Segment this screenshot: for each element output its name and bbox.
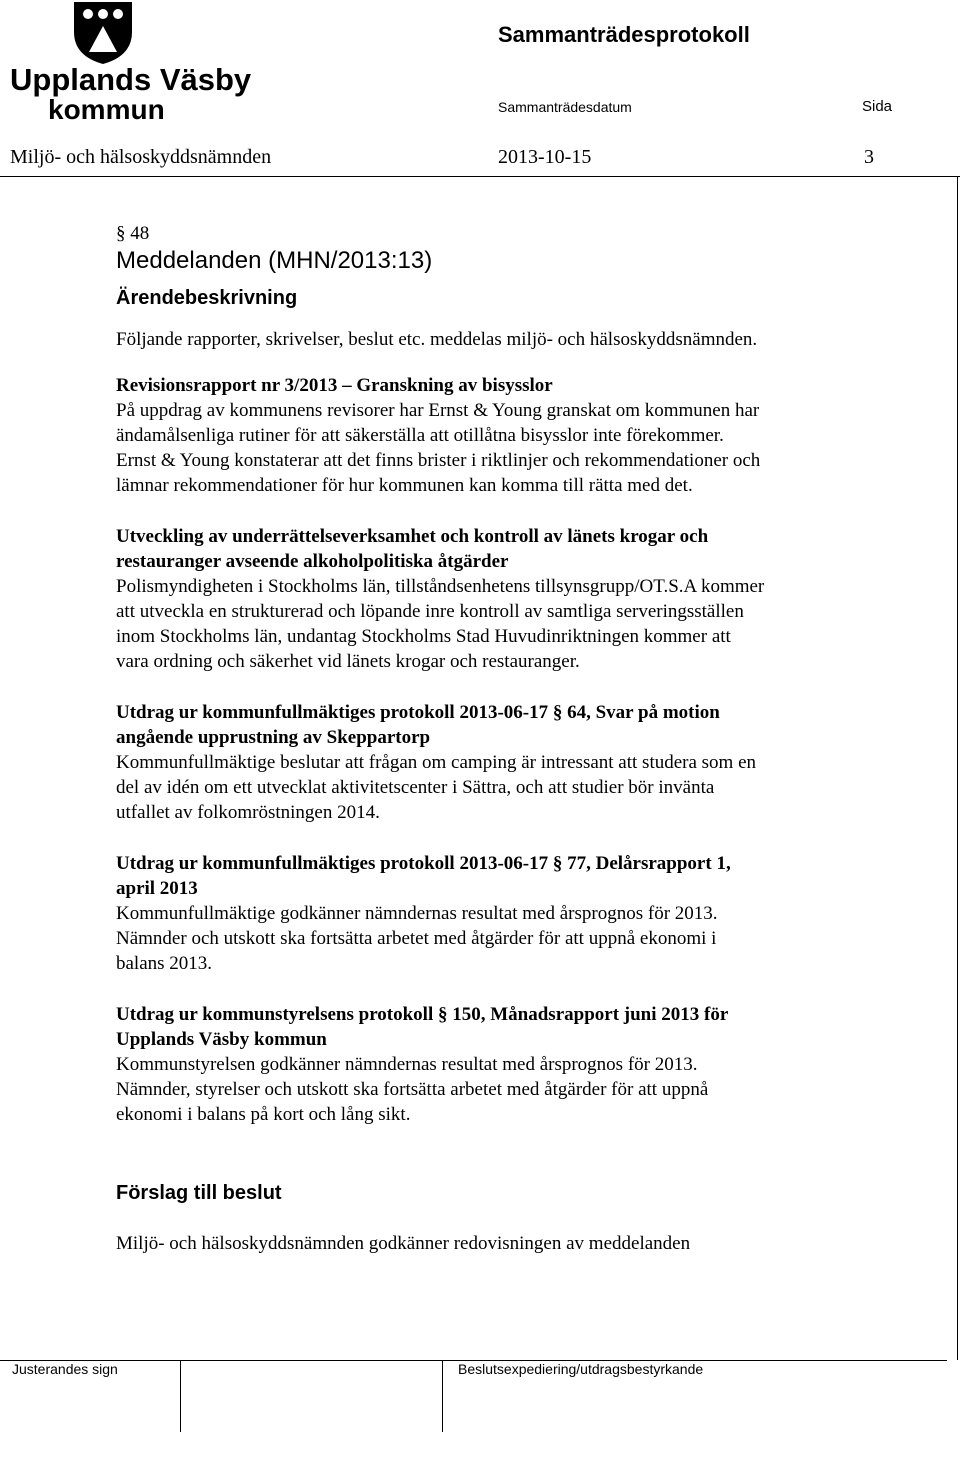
footer-column-divider: [442, 1360, 443, 1432]
document-type: Sammanträdesprotokoll: [498, 22, 750, 47]
signature-label: Justerandes sign: [12, 1361, 118, 1377]
item-heading: Utveckling av underrättelseverksamhet och kontroll av länets krogar och restauranger avseende alkoholpolitiska åtgärder: [116, 526, 709, 572]
municipality-logo: [8, 2, 252, 125]
section-title: Meddelanden (MHN/2013:13): [116, 247, 433, 274]
item-body: Kommunfullmäktige godkänner nämndernas resultat med årsprognos för 2013. Nämnder och utskott ska fortsätta arbetet med åtgärder för att uppnå ekonomi i balans 2013.: [116, 903, 718, 974]
meeting-date: 2013-10-15: [498, 146, 592, 168]
item-revisionsrapport: [116, 373, 856, 498]
logo-line-2: kommun: [48, 94, 165, 125]
item-body: Polismyndigheten i Stockholms län, tillståndsenhetens tillsynsgrupp/OT.S.A kommer att utveckla en strukturerad och löpande inre kontroll av samtliga serveringsställen inom Stockholms län, undantag Stockholms Stad Huvudinriktningen kommer att vara ordning och säkerhet vid länets krogar och restauranger.: [116, 576, 765, 672]
item-underrattelseverksamhet: [116, 524, 856, 674]
footer-column-divider: [180, 1360, 181, 1432]
page-number: 3: [864, 146, 874, 168]
item-kf-protokoll-64: [116, 700, 856, 825]
page-frame-right: [957, 176, 958, 1360]
protocol-content: [116, 222, 856, 1256]
intro-text: Följande rapporter, skrivelser, beslut etc. meddelas miljö- och hälsoskyddsnämnden.: [116, 329, 758, 350]
item-kf-protokoll-77: [116, 851, 856, 976]
item-body: På uppdrag av kommunens revisorer har Ernst & Young granskat om kommunen har ändamålsenliga rutiner för att säkerställa att otillåtna bisysslor inte förekommer. Ernst & Young konstaterar att det finns brister i riktlinjer och rekommendationer och lämnar rekommendationer för hur kommunen kan komma till rätta med det.: [116, 400, 761, 496]
section-number: § 48: [116, 223, 150, 244]
item-body: Kommunfullmäktige beslutar att frågan om camping är intressant att studera som en del av idén om ett utvecklat aktivitetscenter i Sättra, och att studier bör invänta utfallet av folkomröstningen 2014.: [116, 752, 757, 823]
item-ks-protokoll-150: [116, 1002, 856, 1127]
date-label: Sammanträdesdatum: [498, 99, 632, 115]
decision-heading: Förslag till beslut: [116, 1182, 282, 1204]
header-divider: [0, 176, 960, 177]
description-heading: Ärendebeskrivning: [116, 287, 298, 309]
item-heading: Utdrag ur kommunfullmäktiges protokoll 2013-06-17 § 64, Svar på motion angående upprustning av Skeppartorp: [116, 702, 720, 748]
committee-name: Miljö- och hälsoskyddsnämnden: [10, 146, 272, 168]
logo-line-1: Upplands Väsby: [10, 62, 252, 97]
decision-text: Miljö- och hälsoskyddsnämnden godkänner redovisningen av meddelanden: [116, 1233, 691, 1254]
item-body: Kommunstyrelsen godkänner nämndernas resultat med årsprognos för 2013. Nämnder, styrelser och utskott ska fortsätta arbetet med åtgärder för att uppnå ekonomi i balans på kort och lång sikt.: [116, 1054, 709, 1125]
page-label: Sida: [862, 98, 893, 115]
coat-of-arms-icon: [74, 2, 132, 64]
item-heading: Utdrag ur kommunfullmäktiges protokoll 2013-06-17 § 77, Delårsrapport 1, april 2013: [116, 853, 731, 899]
item-heading: Utdrag ur kommunstyrelsens protokoll § 150, Månadsrapport juni 2013 för Upplands Väsby kommun: [116, 1004, 729, 1050]
dispatch-label: Beslutsexpediering/utdragsbestyrkande: [458, 1361, 704, 1377]
item-heading: Revisionsrapport nr 3/2013 – Granskning av bisysslor: [116, 375, 553, 396]
